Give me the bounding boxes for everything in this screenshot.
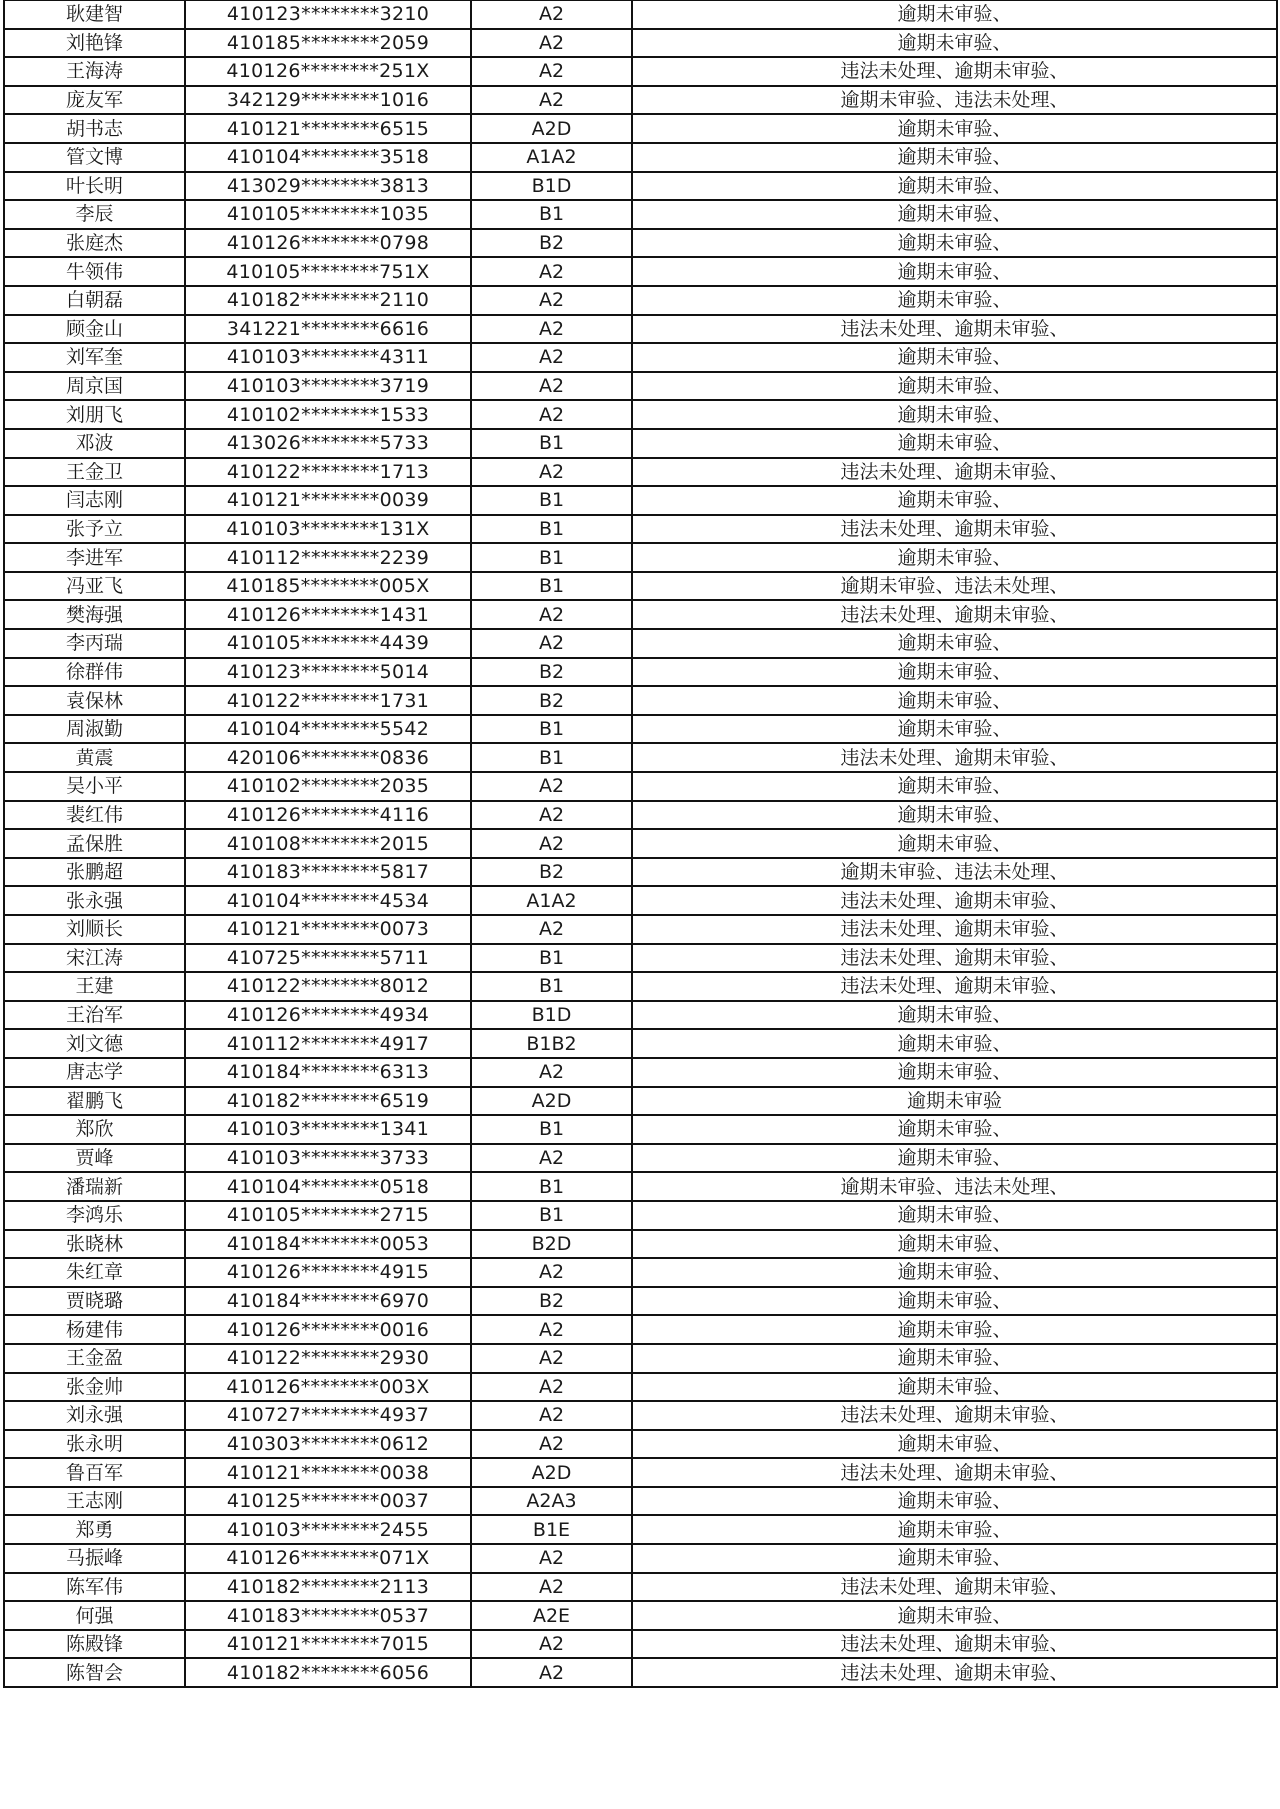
driver-name-cell: 叶长明 bbox=[4, 172, 185, 201]
status-cell: 逾期未审验、 bbox=[632, 1373, 1277, 1402]
id-number-cell: 410112********4917 bbox=[185, 1029, 471, 1058]
driver-name-cell: 顾金山 bbox=[4, 315, 185, 344]
status-cell: 违法未处理、逾期未审验、 bbox=[632, 315, 1277, 344]
driver-name-cell: 裴红伟 bbox=[4, 801, 185, 830]
id-number-cell: 410126********0016 bbox=[185, 1315, 471, 1344]
table-row bbox=[4, 1, 1277, 29]
license-class-cell: B1 bbox=[471, 743, 632, 772]
id-number-cell: 410183********0537 bbox=[185, 1601, 471, 1630]
id-number-cell: 410103********131X bbox=[185, 515, 471, 544]
license-class-cell: B2 bbox=[471, 658, 632, 687]
license-class-cell: A2 bbox=[471, 343, 632, 372]
driver-name-cell: 孟保胜 bbox=[4, 829, 185, 858]
id-number-cell: 410126********0798 bbox=[185, 229, 471, 258]
status-cell: 逾期未审验、 bbox=[632, 1287, 1277, 1316]
table-row bbox=[4, 143, 1277, 172]
id-number-cell: 410104********5542 bbox=[185, 715, 471, 744]
id-number-cell: 410184********6970 bbox=[185, 1287, 471, 1316]
driver-name-cell: 张庭杰 bbox=[4, 229, 185, 258]
table-row bbox=[4, 715, 1277, 744]
license-class-cell: A2 bbox=[471, 1401, 632, 1430]
table-row bbox=[4, 429, 1277, 458]
license-class-cell: B1 bbox=[471, 715, 632, 744]
driver-name-cell: 王金卫 bbox=[4, 458, 185, 487]
status-cell: 违法未处理、逾期未审验、 bbox=[632, 1658, 1277, 1687]
status-cell: 逾期未审验、 bbox=[632, 372, 1277, 401]
status-cell: 逾期未审验、 bbox=[632, 1058, 1277, 1087]
id-number-cell: 413029********3813 bbox=[185, 172, 471, 201]
id-number-cell: 410104********4534 bbox=[185, 886, 471, 915]
driver-name-cell: 胡书志 bbox=[4, 114, 185, 143]
status-cell: 逾期未审验、 bbox=[632, 143, 1277, 172]
driver-name-cell: 陈殿锋 bbox=[4, 1630, 185, 1659]
id-number-cell: 410184********6313 bbox=[185, 1058, 471, 1087]
status-cell: 逾期未审验、违法未处理、 bbox=[632, 86, 1277, 115]
table-row bbox=[4, 315, 1277, 344]
table-row bbox=[4, 1658, 1277, 1687]
id-number-cell: 410182********6056 bbox=[185, 1658, 471, 1687]
table-row bbox=[4, 1430, 1277, 1459]
table-row bbox=[4, 257, 1277, 286]
license-class-cell: A2A3 bbox=[471, 1487, 632, 1516]
license-class-cell: B1 bbox=[471, 486, 632, 515]
id-number-cell: 410182********6519 bbox=[185, 1087, 471, 1116]
id-number-cell: 410122********2930 bbox=[185, 1344, 471, 1373]
status-cell: 违法未处理、逾期未审验、 bbox=[632, 458, 1277, 487]
table-row bbox=[4, 343, 1277, 372]
id-number-cell: 410122********1713 bbox=[185, 458, 471, 487]
status-cell: 逾期未审验、 bbox=[632, 429, 1277, 458]
id-number-cell: 410121********0073 bbox=[185, 915, 471, 944]
license-class-cell: A2 bbox=[471, 29, 632, 58]
table-row bbox=[4, 515, 1277, 544]
id-number-cell: 410104********3518 bbox=[185, 143, 471, 172]
license-class-cell: A2D bbox=[471, 1458, 632, 1487]
license-class-cell: B2 bbox=[471, 858, 632, 887]
table-row bbox=[4, 629, 1277, 658]
table-row bbox=[4, 1087, 1277, 1116]
id-number-cell: 420106********0836 bbox=[185, 743, 471, 772]
driver-name-cell: 王金盈 bbox=[4, 1344, 185, 1373]
table-row bbox=[4, 1230, 1277, 1259]
status-cell: 逾期未审验、 bbox=[632, 829, 1277, 858]
status-cell: 违法未处理、逾期未审验、 bbox=[632, 1458, 1277, 1487]
license-class-cell: A2 bbox=[471, 257, 632, 286]
id-number-cell: 410303********0612 bbox=[185, 1430, 471, 1459]
driver-name-cell: 张永明 bbox=[4, 1430, 185, 1459]
status-cell: 逾期未审验、 bbox=[632, 1115, 1277, 1144]
table-row bbox=[4, 1287, 1277, 1316]
driver-name-cell: 王海涛 bbox=[4, 57, 185, 86]
driver-name-cell: 刘永强 bbox=[4, 1401, 185, 1430]
driver-name-cell: 周京国 bbox=[4, 372, 185, 401]
driver-record-table bbox=[3, 0, 1278, 1688]
status-cell: 逾期未审验、 bbox=[632, 1544, 1277, 1573]
id-number-cell: 410126********071X bbox=[185, 1544, 471, 1573]
driver-name-cell: 刘顺长 bbox=[4, 915, 185, 944]
driver-name-cell: 唐志学 bbox=[4, 1058, 185, 1087]
table-row bbox=[4, 886, 1277, 915]
id-number-cell: 410725********5711 bbox=[185, 944, 471, 973]
table-row bbox=[4, 200, 1277, 229]
driver-name-cell: 白朝磊 bbox=[4, 286, 185, 315]
id-number-cell: 410103********2455 bbox=[185, 1515, 471, 1544]
license-class-cell: A2 bbox=[471, 1258, 632, 1287]
id-number-cell: 410105********2715 bbox=[185, 1201, 471, 1230]
license-class-cell: A2 bbox=[471, 372, 632, 401]
table-row bbox=[4, 572, 1277, 601]
id-number-cell: 410103********4311 bbox=[185, 343, 471, 372]
license-class-cell: A1A2 bbox=[471, 143, 632, 172]
license-class-cell: A1A2 bbox=[471, 886, 632, 915]
driver-name-cell: 王志刚 bbox=[4, 1487, 185, 1516]
table-row bbox=[4, 543, 1277, 572]
status-cell: 逾期未审验、 bbox=[632, 1001, 1277, 1030]
id-number-cell: 410126********003X bbox=[185, 1373, 471, 1402]
license-class-cell: B1 bbox=[471, 972, 632, 1001]
id-number-cell: 410121********0038 bbox=[185, 1458, 471, 1487]
id-number-cell: 410125********0037 bbox=[185, 1487, 471, 1516]
table-row bbox=[4, 1515, 1277, 1544]
status-cell: 逾期未审验、违法未处理、 bbox=[632, 1172, 1277, 1201]
driver-name-cell: 刘朋飞 bbox=[4, 400, 185, 429]
status-cell: 违法未处理、逾期未审验、 bbox=[632, 600, 1277, 629]
driver-name-cell: 刘艳锋 bbox=[4, 29, 185, 58]
license-class-cell: A2 bbox=[471, 1344, 632, 1373]
driver-name-cell: 李进军 bbox=[4, 543, 185, 572]
id-number-cell: 410185********005X bbox=[185, 572, 471, 601]
license-class-cell: A2 bbox=[471, 1144, 632, 1173]
id-number-cell: 410108********2015 bbox=[185, 829, 471, 858]
status-cell: 违法未处理、逾期未审验、 bbox=[632, 1573, 1277, 1602]
driver-name-cell: 鲁百军 bbox=[4, 1458, 185, 1487]
table-row bbox=[4, 658, 1277, 687]
driver-name-cell: 庞友军 bbox=[4, 86, 185, 115]
table-row bbox=[4, 801, 1277, 830]
table-row bbox=[4, 1487, 1277, 1516]
table-row bbox=[4, 86, 1277, 115]
table-row bbox=[4, 829, 1277, 858]
table-row bbox=[4, 172, 1277, 201]
license-class-cell: B1 bbox=[471, 1201, 632, 1230]
table-row bbox=[4, 858, 1277, 887]
status-cell: 逾期未审验、 bbox=[632, 686, 1277, 715]
table-row bbox=[4, 1258, 1277, 1287]
status-cell: 违法未处理、逾期未审验、 bbox=[632, 1401, 1277, 1430]
status-cell: 逾期未审验、 bbox=[632, 229, 1277, 258]
license-class-cell: A2 bbox=[471, 1573, 632, 1602]
status-cell: 逾期未审验、 bbox=[632, 486, 1277, 515]
status-cell: 逾期未审验、 bbox=[632, 801, 1277, 830]
driver-name-cell: 陈智会 bbox=[4, 1658, 185, 1687]
license-class-cell: B1 bbox=[471, 572, 632, 601]
status-cell: 逾期未审验、 bbox=[632, 658, 1277, 687]
driver-name-cell: 吴小平 bbox=[4, 772, 185, 801]
id-number-cell: 410122********1731 bbox=[185, 686, 471, 715]
status-cell: 逾期未审验、 bbox=[632, 257, 1277, 286]
driver-name-cell: 王治军 bbox=[4, 1001, 185, 1030]
driver-name-cell: 张永强 bbox=[4, 886, 185, 915]
driver-name-cell: 杨建伟 bbox=[4, 1315, 185, 1344]
driver-name-cell: 牛领伟 bbox=[4, 257, 185, 286]
id-number-cell: 410121********0039 bbox=[185, 486, 471, 515]
license-class-cell: A2 bbox=[471, 86, 632, 115]
license-class-cell: A2 bbox=[471, 1544, 632, 1573]
id-number-cell: 410183********5817 bbox=[185, 858, 471, 887]
id-number-cell: 410126********251X bbox=[185, 57, 471, 86]
status-cell: 逾期未审验、 bbox=[632, 629, 1277, 658]
id-number-cell: 410102********2035 bbox=[185, 772, 471, 801]
license-class-cell: A2 bbox=[471, 57, 632, 86]
table-row bbox=[4, 57, 1277, 86]
table-row bbox=[4, 400, 1277, 429]
table-row bbox=[4, 600, 1277, 629]
driver-name-cell: 贾晓璐 bbox=[4, 1287, 185, 1316]
id-number-cell: 410123********5014 bbox=[185, 658, 471, 687]
driver-name-cell: 邓波 bbox=[4, 429, 185, 458]
table-row bbox=[4, 1373, 1277, 1402]
table-row bbox=[4, 29, 1277, 58]
id-number-cell: 342129********1016 bbox=[185, 86, 471, 115]
status-cell: 逾期未审验、 bbox=[632, 1344, 1277, 1373]
driver-name-cell: 樊海强 bbox=[4, 600, 185, 629]
driver-name-cell: 闫志刚 bbox=[4, 486, 185, 515]
license-class-cell: A2 bbox=[471, 1430, 632, 1459]
driver-name-cell: 张予立 bbox=[4, 515, 185, 544]
driver-name-cell: 宋江涛 bbox=[4, 944, 185, 973]
driver-name-cell: 贾峰 bbox=[4, 1144, 185, 1173]
table-row bbox=[4, 1630, 1277, 1659]
status-cell: 逾期未审验、 bbox=[632, 1, 1277, 29]
driver-name-cell: 马振峰 bbox=[4, 1544, 185, 1573]
table-row bbox=[4, 1573, 1277, 1602]
license-class-cell: A2 bbox=[471, 458, 632, 487]
driver-name-cell: 李辰 bbox=[4, 200, 185, 229]
status-cell: 违法未处理、逾期未审验、 bbox=[632, 515, 1277, 544]
license-class-cell: B1 bbox=[471, 200, 632, 229]
id-number-cell: 410126********1431 bbox=[185, 600, 471, 629]
table-row bbox=[4, 286, 1277, 315]
license-class-cell: B1 bbox=[471, 944, 632, 973]
license-class-cell: A2 bbox=[471, 1630, 632, 1659]
table-row bbox=[4, 1144, 1277, 1173]
table-row bbox=[4, 1001, 1277, 1030]
driver-name-cell: 耿建智 bbox=[4, 1, 185, 29]
license-class-cell: A2 bbox=[471, 1315, 632, 1344]
status-cell: 违法未处理、逾期未审验、 bbox=[632, 743, 1277, 772]
driver-name-cell: 刘文德 bbox=[4, 1029, 185, 1058]
driver-name-cell: 徐群伟 bbox=[4, 658, 185, 687]
status-cell: 逾期未审验、 bbox=[632, 1144, 1277, 1173]
id-number-cell: 410185********2059 bbox=[185, 29, 471, 58]
status-cell: 违法未处理、逾期未审验、 bbox=[632, 1630, 1277, 1659]
table-row bbox=[4, 972, 1277, 1001]
id-number-cell: 410104********0518 bbox=[185, 1172, 471, 1201]
status-cell: 逾期未审验、 bbox=[632, 286, 1277, 315]
status-cell: 逾期未审验、违法未处理、 bbox=[632, 858, 1277, 887]
table-row bbox=[4, 1315, 1277, 1344]
license-class-cell: B2 bbox=[471, 1287, 632, 1316]
license-class-cell: A2 bbox=[471, 600, 632, 629]
status-cell: 逾期未审验、 bbox=[632, 343, 1277, 372]
id-number-cell: 410105********751X bbox=[185, 257, 471, 286]
id-number-cell: 410103********3719 bbox=[185, 372, 471, 401]
id-number-cell: 410105********4439 bbox=[185, 629, 471, 658]
status-cell: 逾期未审验、 bbox=[632, 1487, 1277, 1516]
table-row bbox=[4, 1401, 1277, 1430]
license-class-cell: A2 bbox=[471, 915, 632, 944]
driver-name-cell: 张晓林 bbox=[4, 1230, 185, 1259]
driver-name-cell: 黄震 bbox=[4, 743, 185, 772]
table-row bbox=[4, 229, 1277, 258]
driver-name-cell: 袁保林 bbox=[4, 686, 185, 715]
table-row bbox=[4, 686, 1277, 715]
table-row bbox=[4, 944, 1277, 973]
status-cell: 违法未处理、逾期未审验、 bbox=[632, 915, 1277, 944]
table-body bbox=[4, 1, 1277, 1688]
status-cell: 逾期未审验、 bbox=[632, 543, 1277, 572]
id-number-cell: 410182********2113 bbox=[185, 1573, 471, 1602]
table-row bbox=[4, 915, 1277, 944]
id-number-cell: 410105********1035 bbox=[185, 200, 471, 229]
id-number-cell: 410184********0053 bbox=[185, 1230, 471, 1259]
table-row bbox=[4, 1029, 1277, 1058]
status-cell: 逾期未审验、 bbox=[632, 400, 1277, 429]
license-class-cell: B2 bbox=[471, 229, 632, 258]
id-number-cell: 410182********2110 bbox=[185, 286, 471, 315]
table-row bbox=[4, 1601, 1277, 1630]
license-class-cell: A2 bbox=[471, 801, 632, 830]
driver-name-cell: 朱红章 bbox=[4, 1258, 185, 1287]
license-class-cell: B1 bbox=[471, 543, 632, 572]
table-row bbox=[4, 1544, 1277, 1573]
table-row bbox=[4, 1058, 1277, 1087]
status-cell: 逾期未审验、违法未处理、 bbox=[632, 572, 1277, 601]
driver-name-cell: 潘瑞新 bbox=[4, 1172, 185, 1201]
status-cell: 逾期未审验、 bbox=[632, 29, 1277, 58]
license-class-cell: A2 bbox=[471, 1058, 632, 1087]
license-class-cell: A2 bbox=[471, 1658, 632, 1687]
table-row bbox=[4, 1344, 1277, 1373]
license-class-cell: B1 bbox=[471, 1172, 632, 1201]
id-number-cell: 410126********4915 bbox=[185, 1258, 471, 1287]
status-cell: 逾期未审验、 bbox=[632, 172, 1277, 201]
license-class-cell: B2 bbox=[471, 686, 632, 715]
license-class-cell: A2 bbox=[471, 1373, 632, 1402]
driver-name-cell: 何强 bbox=[4, 1601, 185, 1630]
status-cell: 逾期未审验、 bbox=[632, 1515, 1277, 1544]
license-class-cell: A2E bbox=[471, 1601, 632, 1630]
license-class-cell: A2 bbox=[471, 286, 632, 315]
license-class-cell: B1E bbox=[471, 1515, 632, 1544]
table-row bbox=[4, 486, 1277, 515]
id-number-cell: 410126********4116 bbox=[185, 801, 471, 830]
license-class-cell: B2D bbox=[471, 1230, 632, 1259]
table-row bbox=[4, 1458, 1277, 1487]
driver-name-cell: 翟鹏飞 bbox=[4, 1087, 185, 1116]
status-cell: 逾期未审验、 bbox=[632, 1029, 1277, 1058]
license-class-cell: A2D bbox=[471, 114, 632, 143]
driver-name-cell: 郑勇 bbox=[4, 1515, 185, 1544]
driver-name-cell: 周淑勤 bbox=[4, 715, 185, 744]
status-cell: 逾期未审验、 bbox=[632, 1201, 1277, 1230]
id-number-cell: 410121********6515 bbox=[185, 114, 471, 143]
status-cell: 逾期未审验、 bbox=[632, 1601, 1277, 1630]
table-row bbox=[4, 458, 1277, 487]
status-cell: 逾期未审验、 bbox=[632, 1315, 1277, 1344]
license-class-cell: B1 bbox=[471, 429, 632, 458]
driver-name-cell: 冯亚飞 bbox=[4, 572, 185, 601]
table-row bbox=[4, 1115, 1277, 1144]
status-cell: 逾期未审验、 bbox=[632, 200, 1277, 229]
driver-name-cell: 陈军伟 bbox=[4, 1573, 185, 1602]
driver-name-cell: 王建 bbox=[4, 972, 185, 1001]
license-class-cell: A2D bbox=[471, 1087, 632, 1116]
license-class-cell: B1D bbox=[471, 172, 632, 201]
status-cell: 逾期未审验、 bbox=[632, 772, 1277, 801]
license-class-cell: A2 bbox=[471, 629, 632, 658]
license-class-cell: A2 bbox=[471, 829, 632, 858]
license-class-cell: A2 bbox=[471, 400, 632, 429]
id-number-cell: 410103********3733 bbox=[185, 1144, 471, 1173]
status-cell: 违法未处理、逾期未审验、 bbox=[632, 972, 1277, 1001]
driver-name-cell: 张金帅 bbox=[4, 1373, 185, 1402]
id-number-cell: 410121********7015 bbox=[185, 1630, 471, 1659]
driver-name-cell: 张鹏超 bbox=[4, 858, 185, 887]
license-class-cell: A2 bbox=[471, 315, 632, 344]
status-cell: 违法未处理、逾期未审验、 bbox=[632, 886, 1277, 915]
id-number-cell: 410727********4937 bbox=[185, 1401, 471, 1430]
table-row bbox=[4, 772, 1277, 801]
id-number-cell: 410112********2239 bbox=[185, 543, 471, 572]
id-number-cell: 413026********5733 bbox=[185, 429, 471, 458]
id-number-cell: 410126********4934 bbox=[185, 1001, 471, 1030]
table-row bbox=[4, 1172, 1277, 1201]
table-row bbox=[4, 372, 1277, 401]
status-cell: 违法未处理、逾期未审验、 bbox=[632, 57, 1277, 86]
license-class-cell: A2 bbox=[471, 772, 632, 801]
license-class-cell: B1D bbox=[471, 1001, 632, 1030]
driver-name-cell: 刘军奎 bbox=[4, 343, 185, 372]
status-cell: 逾期未审验、 bbox=[632, 1430, 1277, 1459]
driver-name-cell: 李鸿乐 bbox=[4, 1201, 185, 1230]
table-row bbox=[4, 743, 1277, 772]
status-cell: 违法未处理、逾期未审验、 bbox=[632, 944, 1277, 973]
table-row bbox=[4, 114, 1277, 143]
status-cell: 逾期未审验 bbox=[632, 1087, 1277, 1116]
status-cell: 逾期未审验、 bbox=[632, 114, 1277, 143]
license-class-cell: B1B2 bbox=[471, 1029, 632, 1058]
driver-name-cell: 管文博 bbox=[4, 143, 185, 172]
driver-name-cell: 李丙瑞 bbox=[4, 629, 185, 658]
status-cell: 逾期未审验、 bbox=[632, 1230, 1277, 1259]
license-class-cell: B1 bbox=[471, 1115, 632, 1144]
license-class-cell: B1 bbox=[471, 515, 632, 544]
status-cell: 逾期未审验、 bbox=[632, 1258, 1277, 1287]
id-number-cell: 410102********1533 bbox=[185, 400, 471, 429]
table-row bbox=[4, 1201, 1277, 1230]
license-class-cell: A2 bbox=[471, 1, 632, 29]
driver-name-cell: 郑欣 bbox=[4, 1115, 185, 1144]
id-number-cell: 341221********6616 bbox=[185, 315, 471, 344]
id-number-cell: 410123********3210 bbox=[185, 1, 471, 29]
id-number-cell: 410103********1341 bbox=[185, 1115, 471, 1144]
id-number-cell: 410122********8012 bbox=[185, 972, 471, 1001]
status-cell: 逾期未审验、 bbox=[632, 715, 1277, 744]
